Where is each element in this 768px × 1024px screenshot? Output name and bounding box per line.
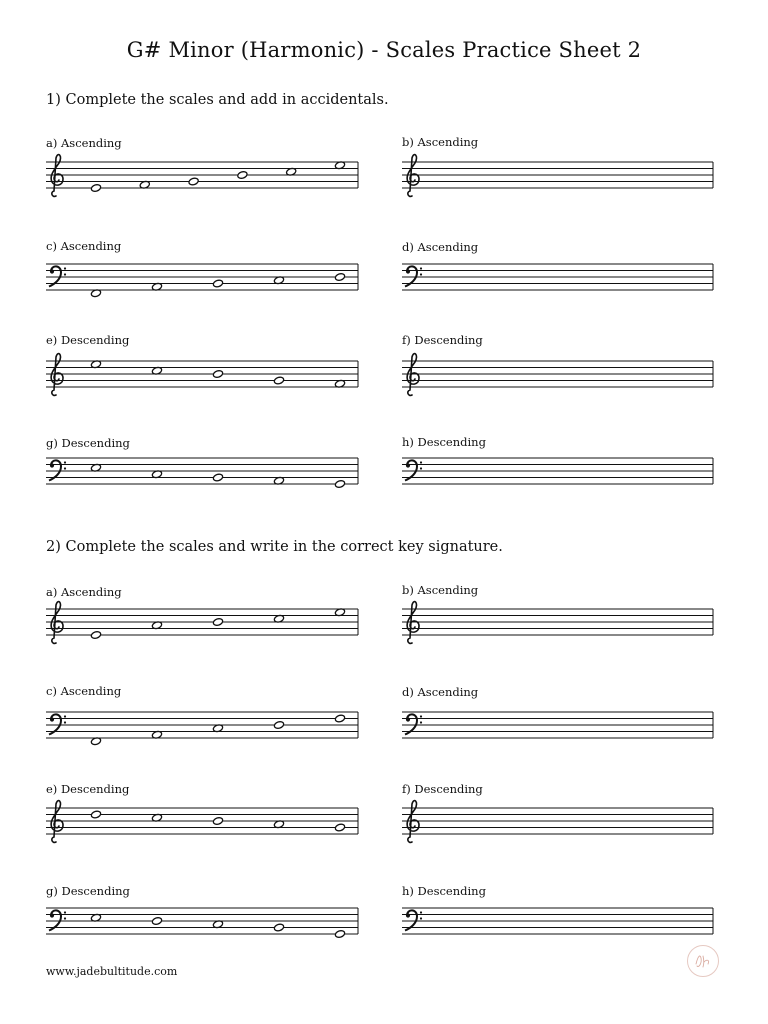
exercise-label: g) Descending [46,436,130,450]
whole-note [212,618,223,627]
bass-clef-dot [64,911,66,913]
treble-clef-icon [407,801,419,843]
whole-note [188,177,199,186]
exercise-label: b) Ascending [402,583,479,597]
bass-clef-dot [64,461,66,463]
bass-clef-dot [64,917,66,919]
staff [46,602,358,644]
whole-note [334,823,345,832]
bass-clef-dot [420,467,422,469]
page-title: G# Minor (Harmonic) - Scales Practice Sheet 2 [126,38,642,62]
staff [46,264,358,298]
staff [46,801,358,843]
exercise-label: d) Ascending [402,685,479,699]
treble-clef-icon [51,602,63,644]
whole-note [334,714,345,723]
exercise-label: a) Ascending [46,585,122,599]
exercise-label: f) Descending [402,333,483,347]
exercise-label: e) Descending [46,782,130,796]
bass-clef-dot [420,911,422,913]
bass-clef-dot [50,463,54,467]
staff [402,712,713,738]
bass-clef-dot [64,467,66,469]
whole-note [212,473,223,482]
whole-note [273,721,284,730]
treble-clef-icon [51,155,63,197]
bass-clef-dot [50,913,54,917]
exercise-label: g) Descending [46,884,130,898]
bass-clef-dot [420,461,422,463]
exercise-label: e) Descending [46,333,130,347]
staff [402,801,713,843]
exercise-label: b) Ascending [402,135,479,149]
treble-clef-icon [51,354,63,396]
staff [46,908,358,938]
section2-instruction: 2) Complete the scales and write in the correct key signature. [46,539,503,555]
bass-clef-dot [406,717,410,721]
staff [402,155,713,197]
staff [46,458,358,488]
staff [46,354,358,396]
exercise-label: c) Ascending [46,684,122,698]
bass-clef-dot [420,715,422,717]
whole-note [151,917,162,926]
bass-clef-dot [50,269,54,273]
bass-clef-dot [50,717,54,721]
bass-clef-dot [64,267,66,269]
whole-note [212,370,223,379]
staff [46,155,358,197]
staff [402,602,713,644]
whole-note [212,817,223,826]
whole-note [273,923,284,932]
exercise-label: d) Ascending [402,240,479,254]
whole-note [90,810,101,819]
exercise-label: h) Descending [402,435,486,449]
treble-clef-icon [407,602,419,644]
bass-clef-dot [64,721,66,723]
exercise-label: h) Descending [402,884,486,898]
bass-clef-dot [406,269,410,273]
whole-note [334,273,345,282]
bass-clef-dot [420,721,422,723]
bass-clef-dot [64,715,66,717]
whole-note [334,930,345,939]
bass-clef-dot [406,913,410,917]
treble-clef-icon [51,801,63,843]
whole-note [334,480,345,489]
bass-clef-dot [64,273,66,275]
exercise-label: a) Ascending [46,136,122,150]
treble-clef-icon [407,354,419,396]
staff [402,264,713,290]
exercise-label: f) Descending [402,782,483,796]
section1-instruction: 1) Complete the scales and add in accidentals. [46,92,389,108]
bass-clef-dot [420,267,422,269]
whole-note [90,184,101,193]
website-link[interactable]: www.jadebultitude.com [46,965,178,978]
signature-logo [686,944,720,978]
whole-note [273,376,284,385]
staff [402,908,713,934]
exercise-label: c) Ascending [46,239,122,253]
staff [402,354,713,396]
bass-clef-dot [420,917,422,919]
bass-clef-dot [406,463,410,467]
whole-note [212,279,223,288]
bass-clef-dot [420,273,422,275]
treble-clef-icon [407,155,419,197]
staff [402,458,713,484]
whole-note [237,171,248,180]
staff [46,712,358,746]
whole-note [90,631,101,640]
